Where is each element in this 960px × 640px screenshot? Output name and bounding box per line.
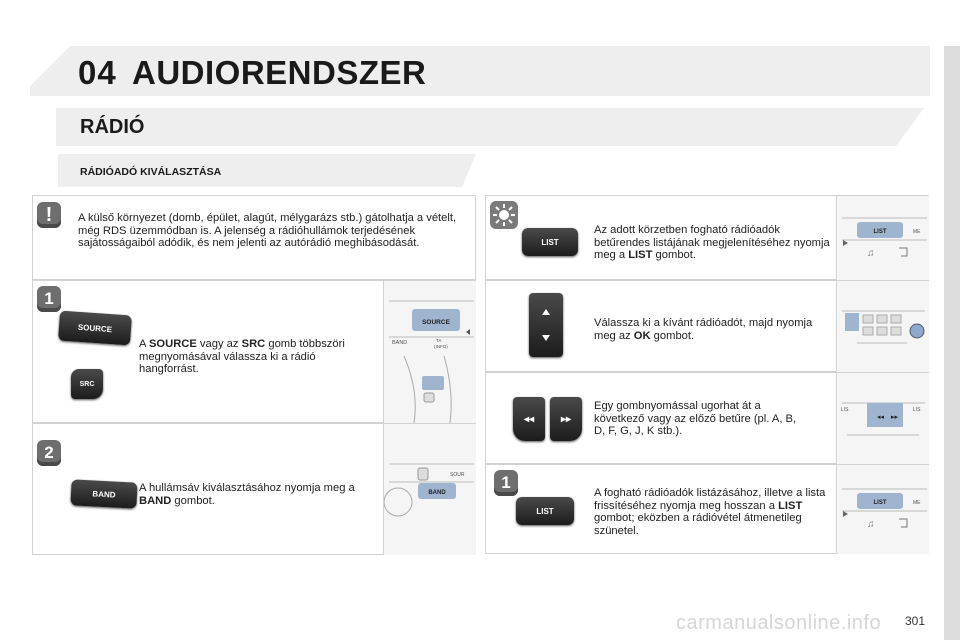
chapter-number: 04 (78, 54, 117, 91)
thumb-side-label: ME (913, 229, 921, 235)
seek-letter-text: Egy gombnyomással ugorhat át a következő vagy az előző betűre (pl. A, B, D, F, G, J, K stb.). (594, 400, 797, 438)
thumb-sour-label: SOUR (450, 472, 465, 478)
thumb-band-label: BAND (428, 490, 446, 496)
page-number: 301 (905, 614, 926, 628)
list-button-label: LIST (541, 237, 559, 247)
list-panel-illustration (836, 196, 929, 280)
seek-back-button-graphic (513, 397, 545, 441)
step-number-badge: 2 (37, 440, 61, 466)
thumb-list-label: LIST (873, 229, 887, 235)
chapter-title: AUDIORENDSZER (132, 54, 427, 91)
list-button-graphic (516, 497, 574, 525)
tip-box (485, 195, 929, 280)
select-station-box (485, 280, 929, 372)
source-button-label: SOURCE (77, 322, 113, 334)
band-button-graphic (70, 479, 137, 508)
step-source-box (32, 280, 476, 423)
source-button-graphic (58, 311, 132, 346)
step-band-text: A hullámsáv kiválasztásához nyomja meg a BAND gombot. (139, 482, 355, 507)
src-button-graphic (71, 369, 103, 399)
svg-text:◂◂: ◂◂ (877, 414, 885, 421)
fast-forward-icon: ▸▸ (560, 413, 572, 425)
exclamation-icon: ! (37, 202, 61, 228)
tip-text: Az adott körzetben fogható rádióadók betűrendes listájának megjelenítéséhez nyomja meg a LIST gombot. (594, 224, 830, 262)
svg-text:♫: ♫ (867, 248, 875, 259)
lightbulb-icon (490, 201, 518, 229)
step-source-text: A SOURCE vagy az SRC gomb többszöri megnyomásával válassza ki a rádió hangforrást. (139, 338, 345, 376)
list-button-label: LIST (536, 506, 554, 516)
band-button-label: BAND (92, 488, 116, 500)
subsection-title: RÁDIÓADÓ KIVÁLASZTÁSA (80, 166, 222, 178)
thumb-side-label: ME (913, 500, 921, 506)
thumb-band-label: BAND (392, 340, 408, 346)
up-down-button-graphic (529, 293, 563, 357)
step-list-refresh-box (485, 464, 929, 554)
thumb-left-label: LIS (841, 407, 849, 413)
thumb-source-label: SOURCE (422, 319, 450, 326)
section-title: RÁDIÓ (80, 116, 145, 138)
watermark: carmanualsonline.info (676, 612, 882, 634)
src-button-label: SRC (79, 380, 95, 388)
warning-text: A külső környezet (domb, épület, alagút, mélygarázs stb.) gátolhatja a vételt, még RDS üzemmódban is. A jelenség a rádióhullámok terjedésének sajátosságaiból adódik, és nem jelenti az autórádió meghibásodását. (78, 212, 457, 250)
page-side-strip (944, 46, 960, 640)
step-number-badge: 1 (494, 470, 518, 496)
thumb-right-label: LIS (913, 407, 921, 413)
step-number-badge: 1 (37, 286, 61, 312)
rewind-icon: ◂◂ (523, 413, 535, 425)
select-station-text: Válassza ki a kívánt rádióadót, majd nyomja meg az OK gombot. (594, 317, 813, 342)
thumb-list-label: LIST (873, 500, 887, 506)
seek-letter-box (485, 372, 929, 464)
down-arrow-icon (542, 335, 550, 341)
list-button-graphic (522, 228, 578, 256)
svg-text:▸▸: ▸▸ (891, 414, 899, 421)
step-band-box (32, 423, 476, 555)
seek-panel-illustration (836, 373, 929, 464)
thumb-info-label: (INFO) (434, 344, 448, 349)
svg-text:♫: ♫ (867, 519, 875, 530)
thumb-ta-label: TA (436, 338, 442, 343)
up-arrow-icon (542, 309, 550, 315)
band-panel-illustration (383, 424, 476, 555)
step-list-refresh-text: A fogható rádióadók listázásához, illetve a lista frissítéséhez nyomja meg hosszan a LIST gombot; eközben a rádióvétel átmenetileg szünetel. (594, 487, 826, 537)
seek-forward-button-graphic (550, 397, 582, 441)
list-refresh-panel-illustration (836, 465, 929, 554)
ok-panel-illustration (836, 281, 929, 372)
section-band (56, 108, 924, 146)
radio-panel-illustration (383, 281, 476, 423)
warning-box (32, 195, 476, 280)
